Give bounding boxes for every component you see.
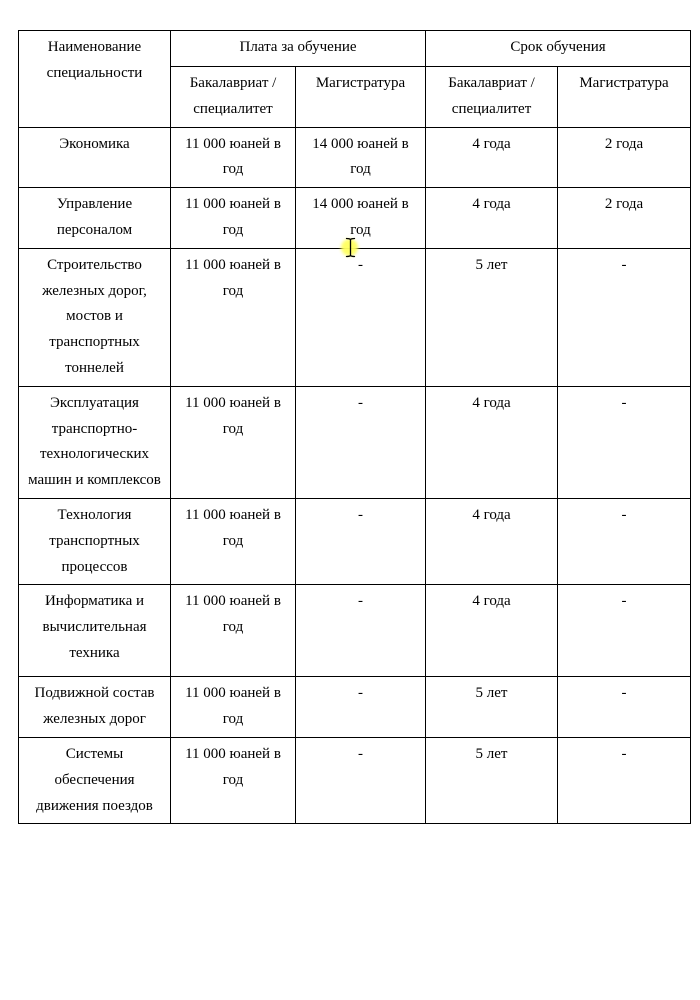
header-cell-duration-group[interactable]: Срок обучения (426, 31, 691, 67)
cell-tuition-master[interactable]: 14 000 юаней в год (296, 127, 426, 188)
cell-term-bachelor[interactable]: 4 года (426, 498, 558, 584)
cell-term-master[interactable]: 2 года (558, 188, 691, 249)
cell-specialty[interactable]: Подвижной состав железных дорог (19, 677, 171, 738)
table-row (19, 127, 691, 188)
table-header-row-groups (19, 31, 691, 67)
header-cell-duration-bachelor[interactable]: Бакалавриат / специалитет (426, 67, 558, 128)
table-row (19, 188, 691, 249)
table-row (19, 498, 691, 584)
cell-tuition-master[interactable]: 14 000 юаней в год (296, 188, 426, 249)
cell-specialty[interactable]: Строительство железных дорог, мостов и транспортных тоннелей (19, 248, 171, 386)
table-row (19, 248, 691, 386)
cell-tuition-master[interactable]: - (296, 737, 426, 823)
cell-tuition-bachelor[interactable]: 11 000 юаней в год (171, 127, 296, 188)
cell-specialty[interactable]: Экономика (19, 127, 171, 188)
cell-tuition-master[interactable]: - (296, 386, 426, 498)
cell-tuition-master[interactable]: - (296, 585, 426, 677)
cell-tuition-bachelor[interactable]: 11 000 юаней в год (171, 737, 296, 823)
cell-term-master[interactable]: - (558, 498, 691, 584)
cell-specialty[interactable]: Информатика и вычислительная техника (19, 585, 171, 677)
table-row (19, 677, 691, 738)
header-cell-specialty[interactable]: Наименование специальности (19, 31, 171, 128)
cell-term-bachelor[interactable]: 4 года (426, 127, 558, 188)
cell-term-bachelor[interactable]: 4 года (426, 386, 558, 498)
cell-tuition-bachelor[interactable]: 11 000 юаней в год (171, 248, 296, 386)
header-cell-tuition-group[interactable]: Плата за обучение (171, 31, 426, 67)
cell-specialty[interactable]: Управление персоналом (19, 188, 171, 249)
cell-term-master[interactable]: - (558, 737, 691, 823)
cell-term-master[interactable]: - (558, 585, 691, 677)
cell-tuition-master[interactable]: - (296, 677, 426, 738)
header-cell-duration-master[interactable]: Магистратура (558, 67, 691, 128)
cell-term-bachelor[interactable]: 5 лет (426, 737, 558, 823)
cell-tuition-master[interactable]: - (296, 498, 426, 584)
specialties-table (18, 30, 691, 824)
cell-term-master[interactable]: 2 года (558, 127, 691, 188)
cell-tuition-bachelor[interactable]: 11 000 юаней в год (171, 677, 296, 738)
cell-specialty[interactable]: Системы обеспечения движения поездов (19, 737, 171, 823)
table-row (19, 585, 691, 677)
cell-term-master[interactable]: - (558, 248, 691, 386)
table-row (19, 737, 691, 823)
cell-tuition-master[interactable]: - (296, 248, 426, 386)
cell-specialty[interactable]: Технология транспортных процессов (19, 498, 171, 584)
cell-tuition-bachelor[interactable]: 11 000 юаней в год (171, 585, 296, 677)
cell-term-bachelor[interactable]: 4 года (426, 188, 558, 249)
cell-specialty[interactable]: Эксплуатация транспортно-технологических машин и комплексов (19, 386, 171, 498)
header-cell-tuition-bachelor[interactable]: Бакалавриат / специалитет (171, 67, 296, 128)
cell-term-master[interactable]: - (558, 677, 691, 738)
cell-tuition-bachelor[interactable]: 11 000 юаней в год (171, 188, 296, 249)
cell-term-bachelor[interactable]: 4 года (426, 585, 558, 677)
header-cell-tuition-master[interactable]: Магистратура (296, 67, 426, 128)
cell-term-bachelor[interactable]: 5 лет (426, 248, 558, 386)
table-row (19, 386, 691, 498)
cell-tuition-bachelor[interactable]: 11 000 юаней в год (171, 386, 296, 498)
cell-tuition-bachelor[interactable]: 11 000 юаней в год (171, 498, 296, 584)
cell-term-master[interactable]: - (558, 386, 691, 498)
cell-term-bachelor[interactable]: 5 лет (426, 677, 558, 738)
